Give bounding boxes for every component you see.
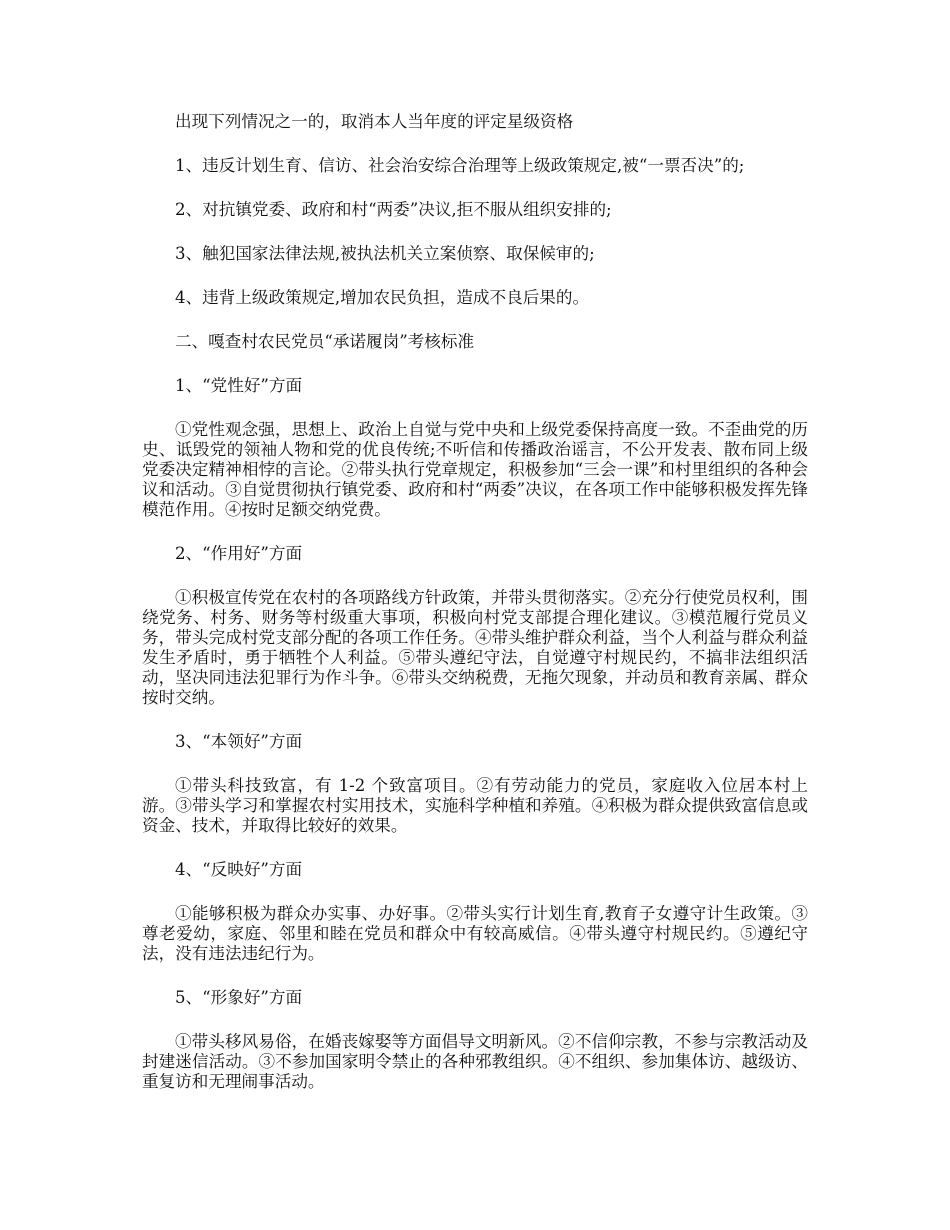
- body-ability: ①带头科技致富，有 1-2 个致富项目。②有劳动能力的党员，家庭收入位居本村上游。③带头学习和掌握农村实用技术，实施科学种植和养殖。④积极为群众提供致富信息或资金、技术，并取得比较好的效果。: [142, 776, 808, 835]
- subheading-ability: 3、“本领好”方面: [175, 732, 303, 751]
- subheading-image: 5、“形象好”方面: [175, 988, 303, 1007]
- subheading-reputation: 4、“反映好”方面: [175, 860, 303, 879]
- disqualification-intro: 出现下列情况之一的，取消本人当年度的评定星级资格: [175, 112, 574, 131]
- subheading-role: 2、“作用好”方面: [175, 544, 303, 563]
- body-role: ①积极宣传党在农村的各项路线方针政策，并带头贯彻落实。②充分行使党员权利，围绕党务、村务、财务等村级重大事项，积极向村党支部提合理化建议。③模范履行党员义务，带头完成村党支部分配的各项工作任务。④带头维护群众利益，当个人利益与群众利益发生矛盾时，勇于牺牲个人利益。⑤带头遵纪守法，自觉遵守村规民约，不搞非法组织活动，坚决同违法犯罪行为作斗争。⑥带头交纳税费，无拖欠现象，并动员和教育亲属、群众按时交纳。: [142, 588, 808, 707]
- disqualification-item-4: 4、违背上级政策规定,增加农民负担，造成不良后果的。: [175, 288, 590, 307]
- section-heading-standards: 二、嘎查村农民党员“承诺履岗”考核标准: [175, 332, 475, 351]
- body-image: ①带头移风易俗，在婚丧嫁娶等方面倡导文明新风。②不信仰宗教，不参与宗教活动及封建迷信活动。③不参加国家明令禁止的各种邪教组织。④不组织、参加集体访、越级访、重复访和无理闹事活动。: [142, 1032, 808, 1091]
- disqualification-item-3: 3、触犯国家法律法规,被执法机关立案侦察、取保候审的;: [175, 244, 595, 263]
- body-party-spirit: ①党性观念强，思想上、政治上自觉与党中央和上级党委保持高度一致。不歪曲党的历史、诋毁党的领袖人物和党的优良传统;不听信和传播政治谣言，不公开发表、散布同上级党委决定精神相悖的言论。②带头执行党章规定，积极参加“三会一课”和村里组织的各种会议和活动。③自觉贯彻执行镇党委、政府和村“两委”决议，在各项工作中能够积极发挥先锋模范作用。④按时足额交纳党费。: [142, 420, 808, 519]
- body-reputation: ①能够积极为群众办实事、办好事。②带头实行计划生育,教育子女遵守计生政策。③尊老爱幼，家庭、邻里和睦在党员和群众中有较高威信。④带头遵守村规民约。⑤遵纪守法，没有违法违纪行为。: [142, 904, 808, 963]
- disqualification-item-2: 2、对抗镇党委、政府和村“两委”决议,拒不服从组织安排的;: [175, 200, 612, 219]
- subheading-party-spirit: 1、“党性好”方面: [175, 376, 303, 395]
- disqualification-item-1: 1、违反计划生育、信访、社会治安综合治理等上级政策规定,被“一票否决”的;: [175, 156, 745, 175]
